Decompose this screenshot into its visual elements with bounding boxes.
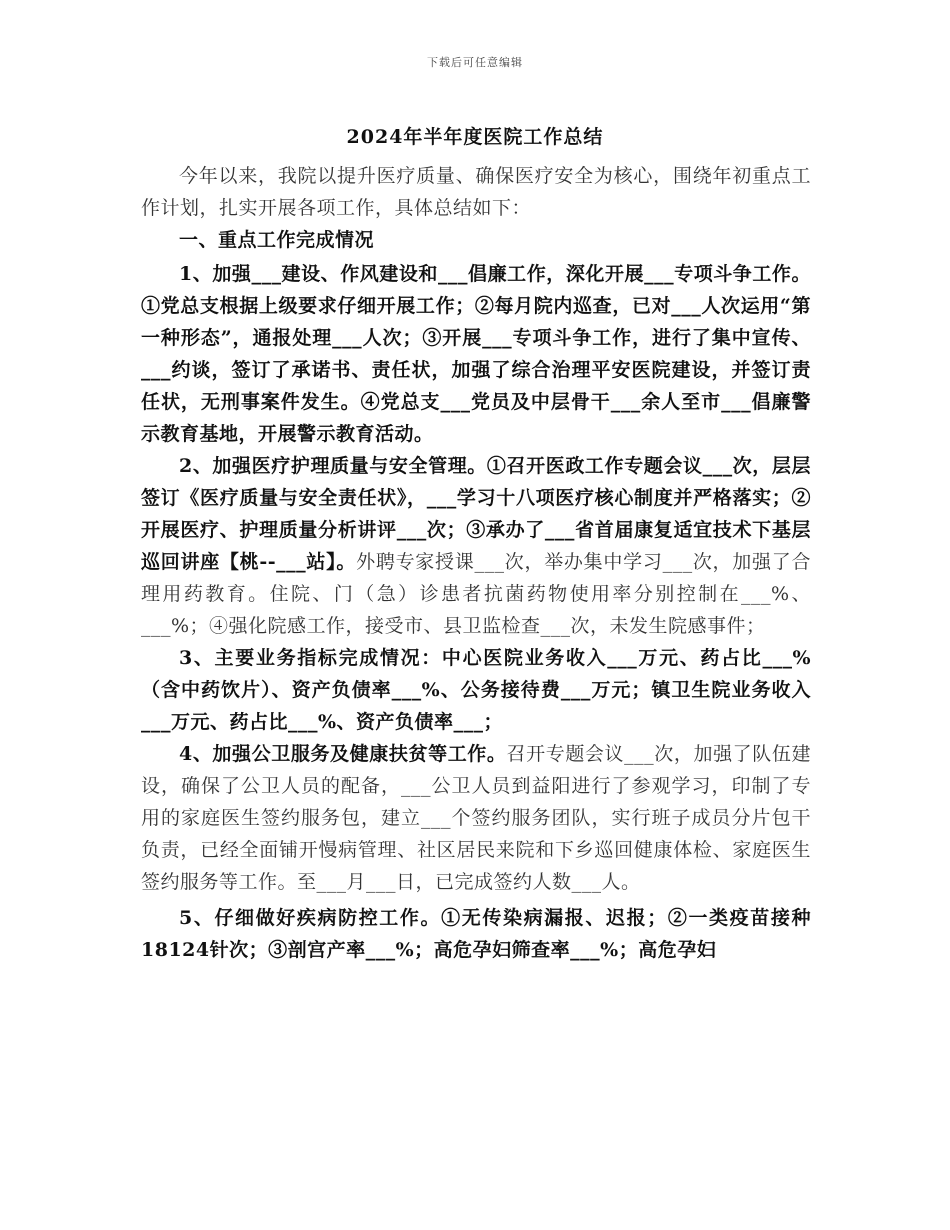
item-3-paragraph: 3、主要业务指标完成情况：中心医院业务收入___万元、药占比___%（含中药饮片）、资产负债率___%、公务接待费___万元；镇卫生院业务收入___万元、药占比___%、资产负债率___； [141, 647, 811, 733]
item-4-normal-text: 召开专题会议___次，加强了队伍建设，确保了公卫人员的配备，___公卫人员到益阳进行了参观学习，印制了专用的家庭医生签约服务包，建立___个签约服务团队，实行班子成员分片包干负责，已经全面铺开慢病管理、社区居民来院和下乡巡回健康体检、家庭医生签约服务等工作。至___月___日，已完成签约人数___人。 [141, 743, 811, 893]
item-4-bold-text: 4、加强公卫服务及健康扶贫等工作。 [179, 743, 507, 765]
item-1-paragraph: 1、加强___建设、作风建设和___倡廉工作，深化开展___专项斗争工作。①党总支根据上级要求仔细开展工作；②每月院内巡查，已对___人次运用“第一种形态”，通报处理___人次；③开展___专项斗争工作，进行了集中宣传、___约谈，签订了承诺书、责任状，加强了综合治理平安医院建设，并签订责任状，无刑事案件发生。④党总支___党员及中层骨干___余人至市___倡廉警示教育基地，开展警示教育活动。 [141, 263, 811, 445]
item-4-paragraph [141, 738, 811, 898]
section-heading: 一、重点工作完成情况 [179, 229, 375, 251]
header-note: 下载后可任意编辑 [427, 56, 523, 69]
item-2-paragraph [141, 450, 811, 642]
intro-paragraph: 今年以来，我院以提升医疗质量、确保医疗安全为核心，围绕年初重点工作计划，扎实开展各项工作，具体总结如下： [141, 165, 811, 219]
document-body [141, 160, 811, 966]
page-title: 2024年半年度医院工作总结 [346, 126, 604, 148]
item-5-paragraph: 5、仔细做好疾病防控工作。①无传染病漏报、迟报；②一类疫苗接种18124针次；③剖宫产率___%；高危孕妇筛查率___%；高危孕妇 [141, 907, 811, 961]
item-2-normal-text: 外聘专家授课___次，举办集中学习___次，加强了合理用药教育。住院、门（急）诊患者抗菌药物使用率分别控制在___%、___%；④强化院感工作，接受市、县卫监检查___次，未发生院感事件； [141, 551, 811, 637]
item-2-bold-text: 2、加强医疗护理质量与安全管理。①召开医政工作专题会议___次，层层签订《医疗质量与安全责任状》，___学习十八项医疗核心制度并严格落实；②开展医疗、护理质量分析讲评___次；③承办了___省首届康复适宜技术下基层巡回讲座【桃--___站】。 [141, 455, 811, 573]
